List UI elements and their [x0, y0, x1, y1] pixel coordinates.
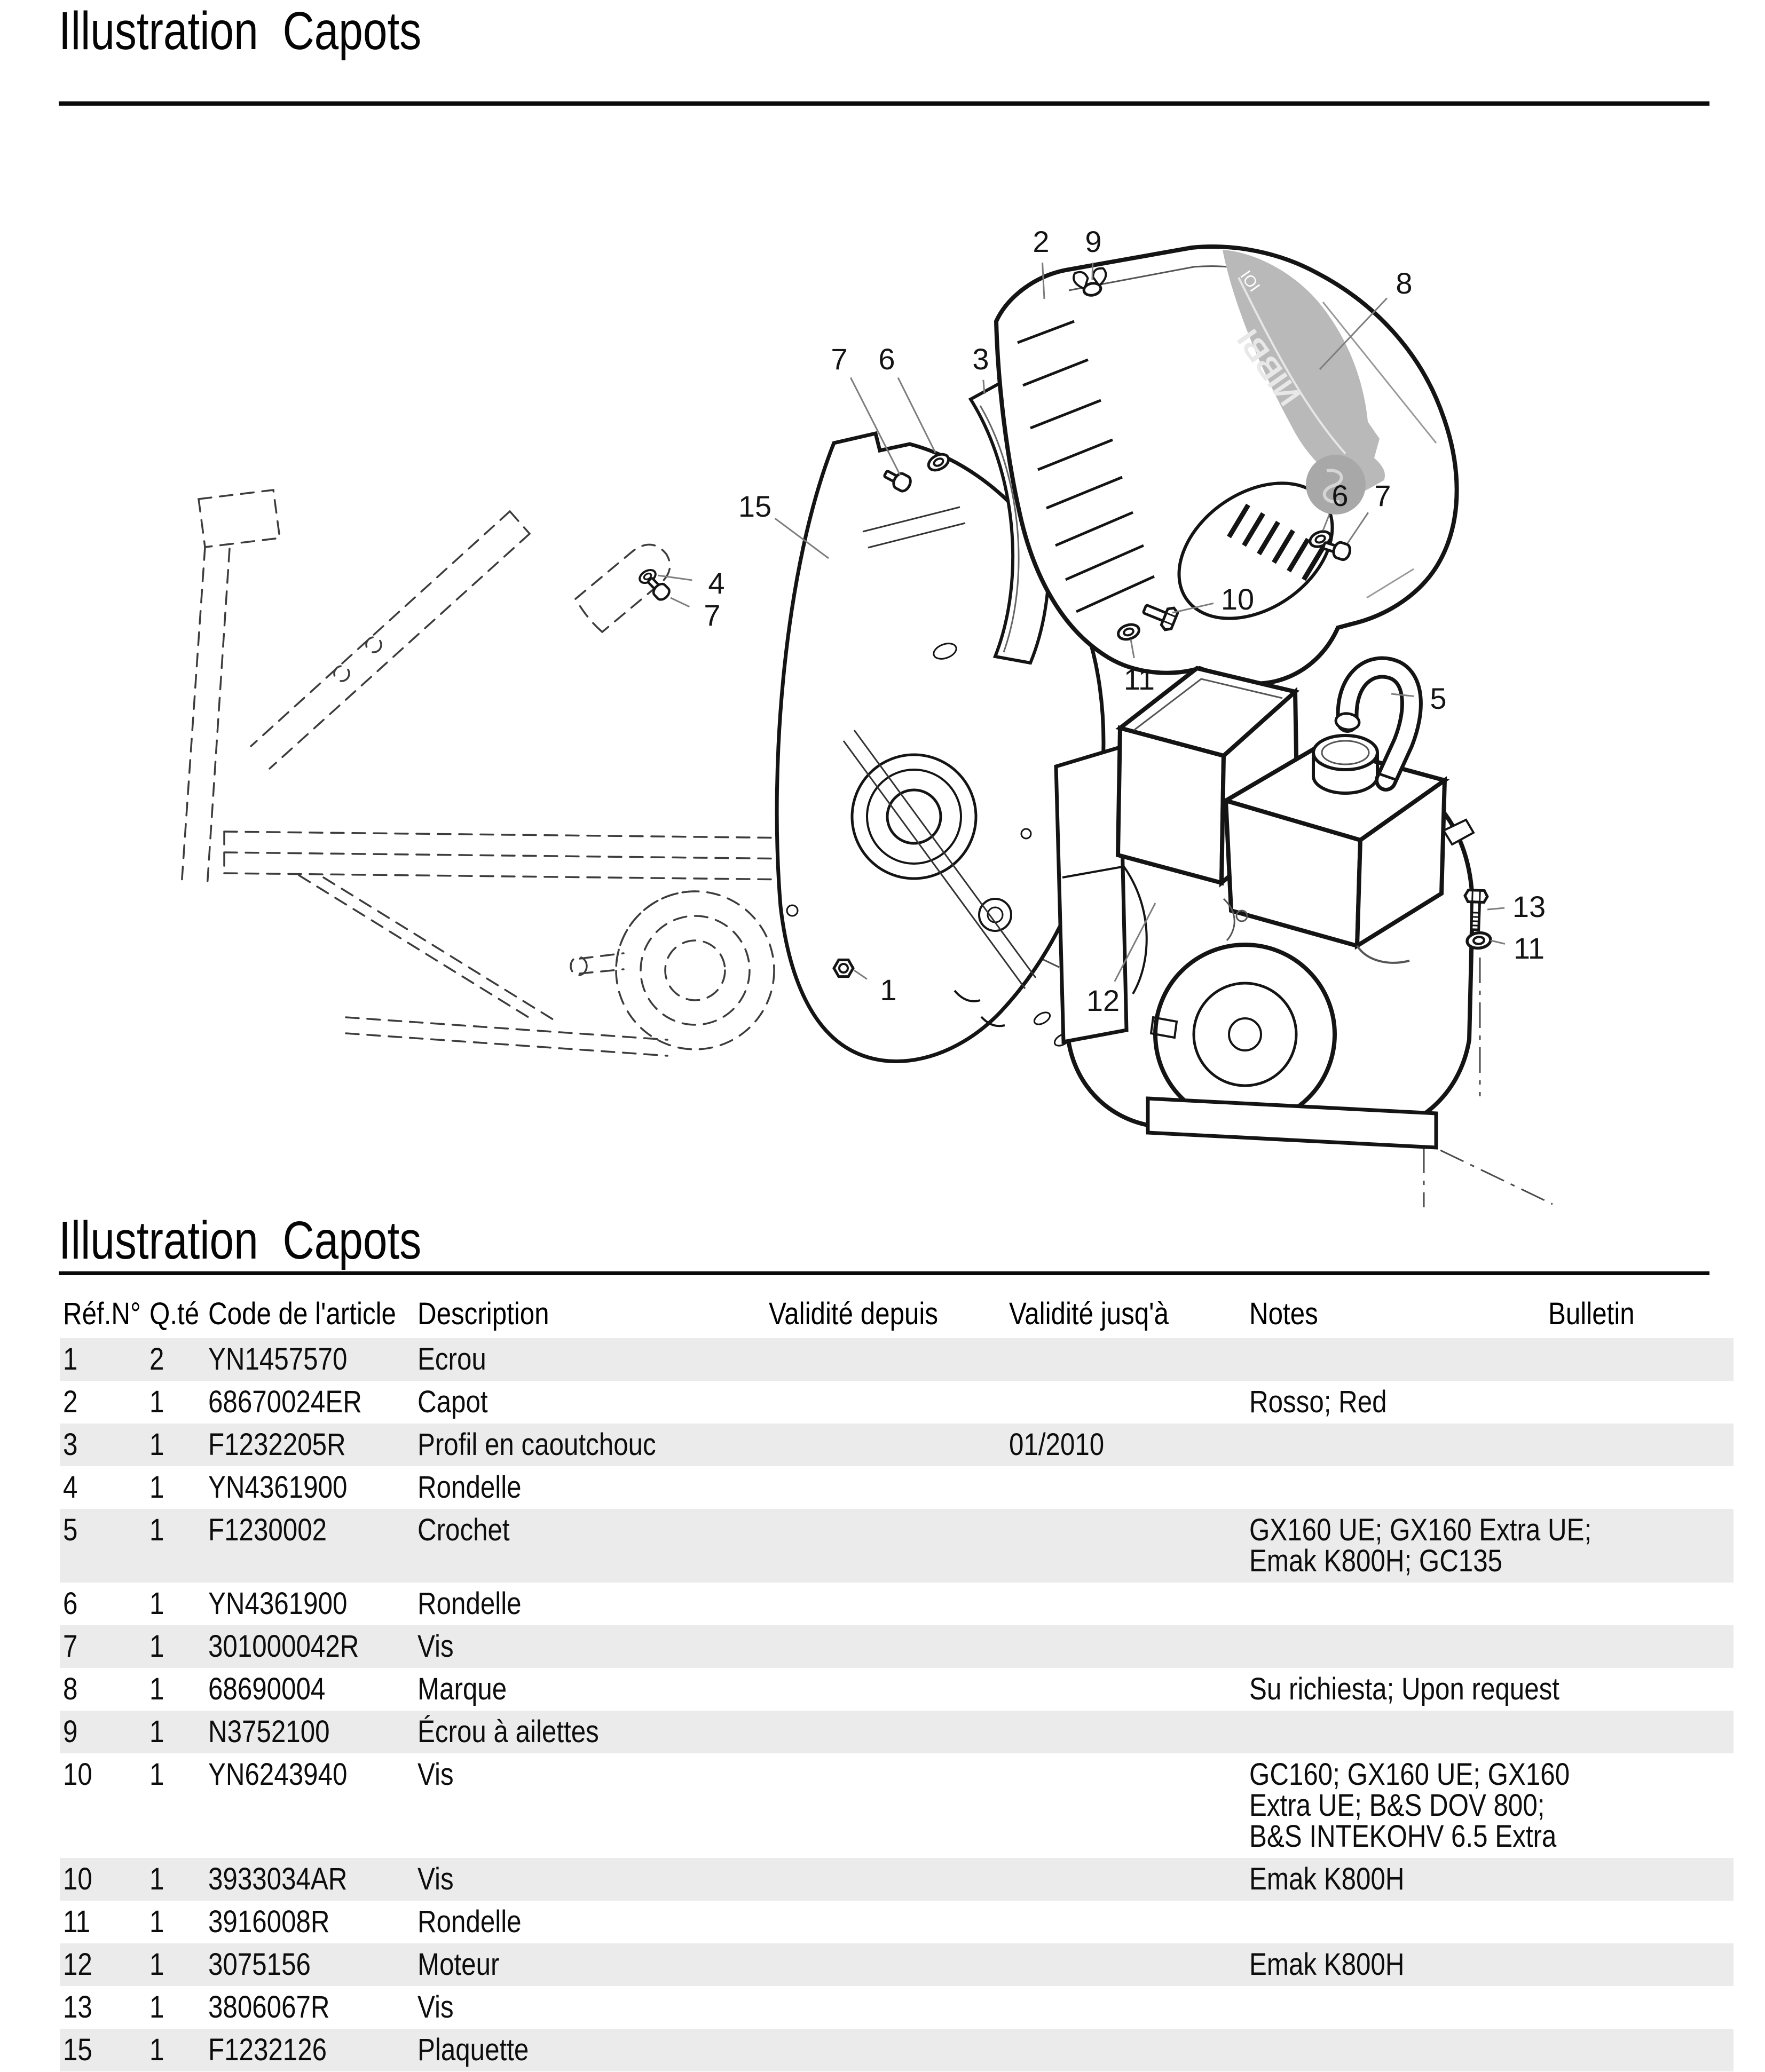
cell-valid-to: [1009, 1338, 1249, 1381]
cell-qty: 1: [149, 2033, 164, 2067]
cell-ref: 15: [63, 2033, 92, 2067]
parts-table: [60, 1296, 1734, 2071]
callout-label-7: 7: [831, 342, 848, 376]
cell-ref: 12: [63, 1947, 92, 1982]
cell-notes: [1249, 1901, 1548, 1943]
cell-code: YN6243940: [208, 1757, 348, 1792]
cell-description: Crochet: [417, 1513, 510, 1547]
table-row: [60, 1466, 1734, 1509]
callout-label-13: 13: [1512, 890, 1546, 923]
cell-code: F1232205R: [208, 1427, 346, 1462]
callout-label-2: 2: [1033, 225, 1050, 258]
cell-code: 3806067R: [208, 1990, 330, 2024]
cell-qty: 1: [149, 1586, 164, 1621]
cell-code: 68670024ER: [208, 1385, 362, 1419]
cell-notes: Emak K800H: [1249, 1947, 1405, 1982]
cell-valid-to: [1009, 1583, 1249, 1625]
cell-bulletin: [1548, 1753, 1734, 1858]
callout-label-8: 8: [1396, 266, 1413, 300]
cell-qty: 1: [149, 1757, 164, 1792]
cell-description: Écrou à ailettes: [417, 1714, 599, 1749]
cell-valid-to: [1009, 1668, 1249, 1711]
callout-label-7: 7: [1374, 479, 1391, 512]
cell-qty: 1: [149, 1862, 164, 1896]
col-header-notes: Notes: [1249, 1296, 1318, 1331]
cell-code: 301000042R: [208, 1629, 359, 1664]
cell-valid-to: [1009, 1753, 1249, 1858]
callout-leader: [1491, 940, 1505, 944]
sticker-brand-text: NIBBI: [1230, 323, 1307, 413]
callout-label-10: 10: [1220, 582, 1255, 616]
cell-qty: 1: [149, 1990, 164, 2024]
cell-code: 68690004: [208, 1672, 326, 1706]
cell-notes: [1249, 1338, 1548, 1381]
callout-label-7: 7: [704, 598, 721, 632]
cell-notes: GX160 UE; GX160 Extra UE; Emak K800H; GC135: [1249, 1513, 1592, 1578]
cell-code: F1230002: [208, 1513, 327, 1547]
cell-valid-to: 01/2010: [1009, 1427, 1105, 1462]
cell-bulletin: [1548, 1901, 1734, 1943]
cell-ref: 10: [63, 1757, 92, 1792]
callout-leader: [983, 380, 984, 394]
cell-notes: [1249, 1986, 1548, 2029]
table-row: [60, 1901, 1734, 1943]
cell-ref: 9: [63, 1714, 78, 1749]
cell-description: Vis: [417, 1629, 454, 1664]
table-row: [60, 1509, 1734, 1583]
cell-description: Rondelle: [417, 1904, 522, 1939]
cell-bulletin: [1548, 1943, 1734, 1986]
table-row: [60, 1753, 1734, 1858]
col-header-valid-to: Validité jusq'à: [1009, 1296, 1169, 1331]
parts-diagram-svg: [0, 75, 1765, 1217]
cell-notes: Su richiesta; Upon request: [1249, 1672, 1559, 1706]
callout-leader: [658, 575, 692, 580]
nut-icon: [834, 960, 853, 976]
cell-valid-from: [769, 1711, 1009, 1753]
cell-ref: 11: [63, 1904, 91, 1939]
cell-ref: 4: [63, 1470, 78, 1505]
cell-bulletin: [1548, 1381, 1734, 1423]
cell-valid-from: [769, 1509, 1009, 1583]
col-header-code: Code de l'article: [208, 1296, 396, 1331]
cell-valid-from: [769, 1583, 1009, 1625]
cell-description: Rondelle: [417, 1586, 522, 1621]
cell-valid-from: [769, 1338, 1009, 1381]
cell-code: YN1457570: [208, 1342, 348, 1377]
cell-bulletin: [1548, 1986, 1734, 2029]
col-header-ref: Réf.N°: [63, 1296, 141, 1331]
cell-qty: 1: [149, 1427, 164, 1462]
cell-bulletin: [1548, 1583, 1734, 1625]
table-row: [60, 2029, 1734, 2071]
callout-label-5: 5: [1430, 682, 1447, 715]
cell-qty: 1: [149, 1513, 164, 1547]
cell-valid-from: [769, 2029, 1009, 2071]
callout-leader: [1487, 908, 1504, 910]
callout-label-1: 1: [880, 973, 897, 1007]
callout-label-6: 6: [878, 342, 895, 376]
cell-ref: 13: [63, 1990, 92, 2024]
table-row: [60, 1625, 1734, 1668]
cell-code: 3916008R: [208, 1904, 330, 1939]
callout-label-6: 6: [1331, 479, 1349, 512]
cell-qty: 1: [149, 1385, 164, 1419]
cell-bulletin: [1548, 1466, 1734, 1509]
cell-valid-to: [1009, 1466, 1249, 1509]
cell-description: Ecrou: [417, 1342, 486, 1377]
cell-qty: 1: [149, 1629, 164, 1664]
table-header-row: [60, 1299, 1734, 1338]
cell-notes: Rosso; Red: [1249, 1385, 1387, 1419]
cell-notes: GC160; GX160 UE; GX160 Extra UE; B&S DOV 800; B&S INTEKOHV 6.5 Extra: [1249, 1757, 1570, 1854]
callout-label-9: 9: [1085, 225, 1102, 258]
exploded-diagram: [0, 75, 1765, 1217]
cell-qty: 1: [149, 1714, 164, 1749]
cell-notes: [1249, 1423, 1548, 1466]
cell-notes: [1249, 1583, 1548, 1625]
cell-bulletin: [1548, 1668, 1734, 1711]
callout-label-3: 3: [972, 342, 989, 376]
cell-code: 3933034AR: [208, 1862, 348, 1896]
callout-label-11: 11: [1123, 662, 1155, 696]
cell-valid-to: [1009, 1381, 1249, 1423]
cell-ref: 10: [63, 1862, 92, 1896]
cell-valid-to: [1009, 2029, 1249, 2071]
cell-ref: 7: [63, 1629, 78, 1664]
cell-code: 3075156: [208, 1947, 311, 1982]
cell-ref: 8: [63, 1672, 78, 1706]
table-section-title: Illustration Capots: [59, 1211, 422, 1270]
col-header-bulletin: Bulletin: [1548, 1296, 1635, 1331]
cell-description: Plaquette: [417, 2033, 529, 2067]
parts-table-body: [60, 1338, 1734, 2071]
cell-code: YN4361900: [208, 1586, 348, 1621]
table-row: [60, 1858, 1734, 1901]
cell-valid-to: [1009, 1625, 1249, 1668]
cell-qty: 1: [149, 1672, 164, 1706]
cell-ref: 5: [63, 1513, 78, 1547]
callout-label-4: 4: [708, 566, 725, 600]
cell-bulletin: [1548, 1625, 1734, 1668]
cell-description: Profil en caoutchouc: [417, 1427, 656, 1462]
cell-valid-from: [769, 1466, 1009, 1509]
cell-bulletin: [1548, 1711, 1734, 1753]
cell-bulletin: [1548, 2029, 1734, 2071]
table-row: [60, 1583, 1734, 1625]
cell-bulletin: [1548, 1338, 1734, 1381]
cell-bulletin: [1548, 1423, 1734, 1466]
cell-bulletin: [1548, 1858, 1734, 1901]
cell-valid-to: [1009, 1858, 1249, 1901]
cell-description: Vis: [417, 1862, 454, 1896]
col-header-qty: Q.té: [149, 1296, 200, 1331]
cell-valid-to: [1009, 1711, 1249, 1753]
table-row: [60, 1986, 1734, 2029]
cell-valid-from: [769, 1986, 1009, 2029]
cell-notes: [1249, 1466, 1548, 1509]
cell-description: Vis: [417, 1757, 454, 1792]
cell-ref: 1: [63, 1342, 78, 1377]
cell-valid-from: [769, 1381, 1009, 1423]
callout-label-12: 12: [1086, 984, 1120, 1017]
cell-valid-to: [1009, 1986, 1249, 2029]
cell-valid-from: [769, 1668, 1009, 1711]
cell-code: F1232126: [208, 2033, 327, 2067]
cell-valid-from: [769, 1943, 1009, 1986]
col-header-description: Description: [417, 1296, 549, 1331]
callout-leader: [671, 598, 689, 607]
cell-valid-from: [769, 1901, 1009, 1943]
cell-notes: [1249, 1711, 1548, 1753]
table-row: [60, 1668, 1734, 1711]
cell-valid-from: [769, 1753, 1009, 1858]
cell-code: N3752100: [208, 1714, 330, 1749]
table-row: [60, 1423, 1734, 1466]
cell-qty: 1: [149, 1947, 164, 1982]
cell-notes: [1249, 1625, 1548, 1668]
cell-ref: 3: [63, 1427, 78, 1462]
cell-notes: Emak K800H: [1249, 1862, 1405, 1896]
table-row: [60, 1381, 1734, 1423]
sticker-small-text: IOI: [1236, 267, 1264, 295]
cell-notes: [1249, 2029, 1548, 2071]
cell-valid-to: [1009, 1943, 1249, 1986]
callout-leader: [898, 378, 935, 453]
table-row: [60, 1338, 1734, 1381]
col-header-valid-from: Validité depuis: [769, 1296, 939, 1331]
callout-label-15: 15: [738, 489, 772, 523]
cell-description: Moteur: [417, 1947, 500, 1982]
cell-description: Marque: [417, 1672, 507, 1706]
cell-ref: 6: [63, 1586, 78, 1621]
cell-valid-to: [1009, 1509, 1249, 1583]
cell-description: Capot: [417, 1385, 488, 1419]
cell-valid-to: [1009, 1901, 1249, 1943]
cell-valid-from: [769, 1423, 1009, 1466]
cell-qty: 1: [149, 1470, 164, 1505]
cell-valid-from: [769, 1625, 1009, 1668]
cell-qty: 1: [149, 1904, 164, 1939]
table-title-rule: [59, 1271, 1709, 1275]
page-title: Illustration Capots: [59, 1, 422, 61]
capot-drawing: [996, 247, 1457, 684]
cell-ref: 2: [63, 1385, 78, 1419]
table-row: [60, 1711, 1734, 1753]
callout-label-11: 11: [1513, 931, 1545, 965]
cell-qty: 2: [149, 1342, 164, 1377]
cell-description: Vis: [417, 1990, 454, 2024]
cell-valid-from: [769, 1858, 1009, 1901]
callout-leader: [1092, 263, 1093, 280]
cell-description: Rondelle: [417, 1470, 522, 1505]
cell-code: YN4361900: [208, 1470, 348, 1505]
table-row: [60, 1943, 1734, 1986]
